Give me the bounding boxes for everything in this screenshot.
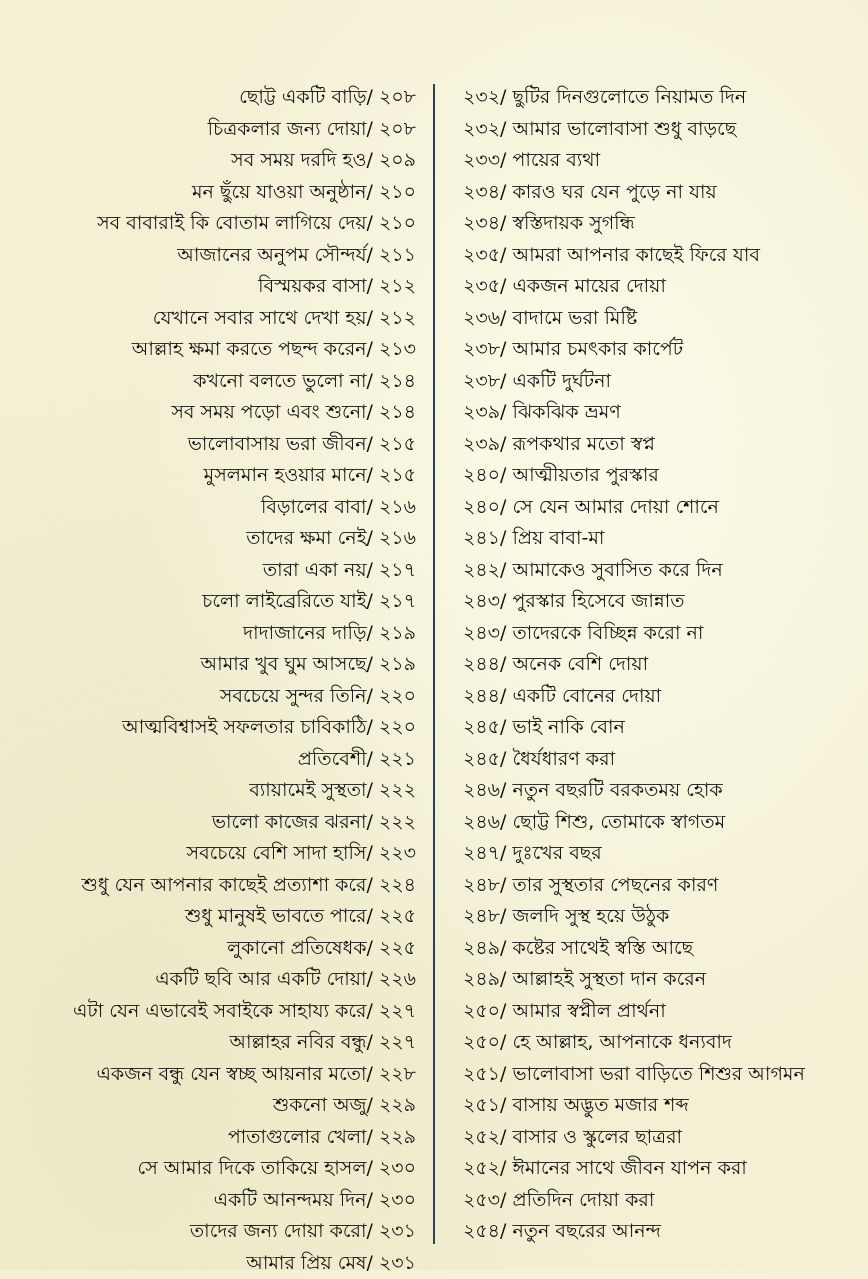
toc-entry: ২৫৪/ নতুন বছরের আনন্দ: [463, 1216, 863, 1248]
toc-entry: দাদাজানের দাড়ি/ ২১৯: [20, 618, 416, 650]
toc-right-column: [463, 82, 863, 1248]
toc-entry: ছোট্ট একটি বাড়ি/ ২০৮: [20, 82, 416, 114]
toc-entry: ২৩৯/ ঝিকঝিক ভ্রমণ: [463, 397, 863, 429]
toc-entry: মন ছুঁয়ে যাওয়া অনুষ্ঠান/ ২১০: [20, 177, 416, 209]
toc-entry: আমার প্রিয় মেষ/ ২৩১: [20, 1248, 416, 1279]
toc-entry: পাতাগুলোর খেলা/ ২২৯: [20, 1122, 416, 1154]
toc-entry: একটি ছবি আর একটি দোয়া/ ২২৬: [20, 964, 416, 996]
toc-entry: ২৫২/ ঈমানের সাথে জীবন যাপন করা: [463, 1153, 863, 1185]
toc-entry: ২৩৪/ স্বস্তিদায়ক সুগন্ধি: [463, 208, 863, 240]
toc-entry: ব্যায়ামেই সুস্থতা/ ২২২: [20, 775, 416, 807]
toc-entry: বিড়ালের বাবা/ ২১৬: [20, 492, 416, 524]
toc-entry: ২৪৭/ দুঃখের বছর: [463, 838, 863, 870]
toc-entry: সবচেয়ে বেশি সাদা হাসি/ ২২৩: [20, 838, 416, 870]
toc-entry: ২৫৩/ প্রতিদিন দোয়া করা: [463, 1185, 863, 1217]
toc-entry: আত্মবিশ্বাসই সফলতার চাবিকাঠি/ ২২০: [20, 712, 416, 744]
toc-entry: আজানের অনুপম সৌন্দর্য/ ২১১: [20, 240, 416, 272]
toc-entry: ২৪৪/ একটি বোনের দোয়া: [463, 681, 863, 713]
toc-entry: ২৪০/ আত্মীয়তার পুরস্কার: [463, 460, 863, 492]
toc-entry: তাদের জন্য দোয়া করো/ ২৩১: [20, 1216, 416, 1248]
toc-entry: ২৪৮/ তার সুস্থতার পেছনের কারণ: [463, 870, 863, 902]
toc-entry: তারা একা নয়/ ২১৭: [20, 555, 416, 587]
toc-entry: ২৪৬/ ছোট্ট শিশু, তোমাকে স্বাগতম: [463, 807, 863, 839]
toc-entry: শুকনো অজু/ ২২৯: [20, 1090, 416, 1122]
toc-entry: এটা যেন এভাবেই সবাইকে সাহায্য করে/ ২২৭: [20, 996, 416, 1028]
toc-entry: ২৪৮/ জলদি সুস্থ হয়ে উঠুক: [463, 901, 863, 933]
toc-entry: ২৫০/ হে আল্লাহ, আপনাকে ধন্যবাদ: [463, 1027, 863, 1059]
toc-entry: ২৩৮/ একটি দুর্ঘটনা: [463, 366, 863, 398]
toc-entry: মুসলমান হওয়ার মানে/ ২১৫: [20, 460, 416, 492]
toc-entry: আল্লাহর নবির বন্ধু/ ২২৭: [20, 1027, 416, 1059]
toc-entry: ২৪৩/ তাদেরকে বিচ্ছিন্ন করো না: [463, 618, 863, 650]
toc-entry: যেখানে সবার সাথে দেখা হয়/ ২১২: [20, 303, 416, 335]
toc-entry: ২৫১/ বাসায় অদ্ভুত মজার শব্দ: [463, 1090, 863, 1122]
toc-entry: ২৩২/ আমার ভালোবাসা শুধু বাড়ছে: [463, 114, 863, 146]
toc-entry: ২৪৯/ কষ্টের সাথেই স্বস্তি আছে: [463, 933, 863, 965]
toc-entry: ২৪৫/ ভাই নাকি বোন: [463, 712, 863, 744]
toc-entry: ২৫০/ আমার স্বপ্নীল প্রার্থনা: [463, 996, 863, 1028]
toc-left-column: [20, 82, 416, 1279]
toc-entry: সে আমার দিকে তাকিয়ে হাসল/ ২৩০: [20, 1153, 416, 1185]
toc-entry: ২৪২/ আমাকেও সুবাসিত করে দিন: [463, 555, 863, 587]
toc-entry: ২৩৬/ বাদামে ভরা মিষ্টি: [463, 303, 863, 335]
toc-entry: ভালোবাসায় ভরা জীবন/ ২১৫: [20, 429, 416, 461]
toc-entry: সব বাবারাই কি বোতাম লাগিয়ে দেয়/ ২১০: [20, 208, 416, 240]
toc-entry: সবচেয়ে সুন্দর তিনি/ ২২০: [20, 681, 416, 713]
toc-entry: ২৩৫/ একজন মায়ের দোয়া: [463, 271, 863, 303]
toc-entry: প্রতিবেশী/ ২২১: [20, 744, 416, 776]
column-divider: [433, 84, 435, 1244]
toc-entry: ২৪৬/ নতুন বছরটি বরকতময় হোক: [463, 775, 863, 807]
toc-entry: ২৫১/ ভালোবাসা ভরা বাড়িতে শিশুর আগমন: [463, 1059, 863, 1091]
toc-entry: ২৩২/ ছুটির দিনগুলোতে নিয়ামত দিন: [463, 82, 863, 114]
toc-entry: আল্লাহ ক্ষমা করতে পছন্দ করেন/ ২১৩: [20, 334, 416, 366]
toc-entry: ২৪০/ সে যেন আমার দোয়া শোনে: [463, 492, 863, 524]
toc-entry: চিত্রকলার জন্য দোয়া/ ২০৮: [20, 114, 416, 146]
toc-entry: লুকানো প্রতিষেধক/ ২২৫: [20, 933, 416, 965]
toc-entry: ২৫২/ বাসার ও স্কুলের ছাত্ররা: [463, 1122, 863, 1154]
toc-entry: চলো লাইব্রেরিতে যাই/ ২১৭: [20, 586, 416, 618]
toc-entry: শুধু মানুষই ভাবতে পারে/ ২২৫: [20, 901, 416, 933]
toc-entry: শুধু যেন আপনার কাছেই প্রত্যাশা করে/ ২২৪: [20, 870, 416, 902]
toc-entry: তাদের ক্ষমা নেই/ ২১৬: [20, 523, 416, 555]
toc-entry: ২৪৩/ পুরস্কার হিসেবে জান্নাত: [463, 586, 863, 618]
toc-entry: ২৪১/ প্রিয় বাবা-মা: [463, 523, 863, 555]
toc-entry: ২৩৪/ কারও ঘর যেন পুড়ে না যায়: [463, 177, 863, 209]
toc-entry: বিস্ময়কর বাসা/ ২১২: [20, 271, 416, 303]
toc-entry: সব সময় দরদি হও/ ২০৯: [20, 145, 416, 177]
toc-entry: একজন বন্ধু যেন স্বচ্ছ আয়নার মতো/ ২২৮: [20, 1059, 416, 1091]
toc-entry: ২৪৪/ অনেক বেশি দোয়া: [463, 649, 863, 681]
toc-entry: ২৩৯/ রূপকথার মতো স্বপ্ন: [463, 429, 863, 461]
toc-entry: আমার খুব ঘুম আসছে/ ২১৯: [20, 649, 416, 681]
toc-entry: ২৪৫/ ধৈর্যধারণ করা: [463, 744, 863, 776]
toc-entry: সব সময় পড়ো এবং শুনো/ ২১৪: [20, 397, 416, 429]
toc-entry: ২৩৩/ পায়ের ব্যথা: [463, 145, 863, 177]
toc-entry: একটি আনন্দময় দিন/ ২৩০: [20, 1185, 416, 1217]
toc-entry: ২৩৮/ আমার চমৎকার কার্পেট: [463, 334, 863, 366]
toc-entry: ভালো কাজের ঝরনা/ ২২২: [20, 807, 416, 839]
toc-entry: ২৩৫/ আমরা আপনার কাছেই ফিরে যাব: [463, 240, 863, 272]
toc-entry: ২৪৯/ আল্লাহই সুস্থতা দান করেন: [463, 964, 863, 996]
toc-entry: কখনো বলতে ভুলো না/ ২১৪: [20, 366, 416, 398]
